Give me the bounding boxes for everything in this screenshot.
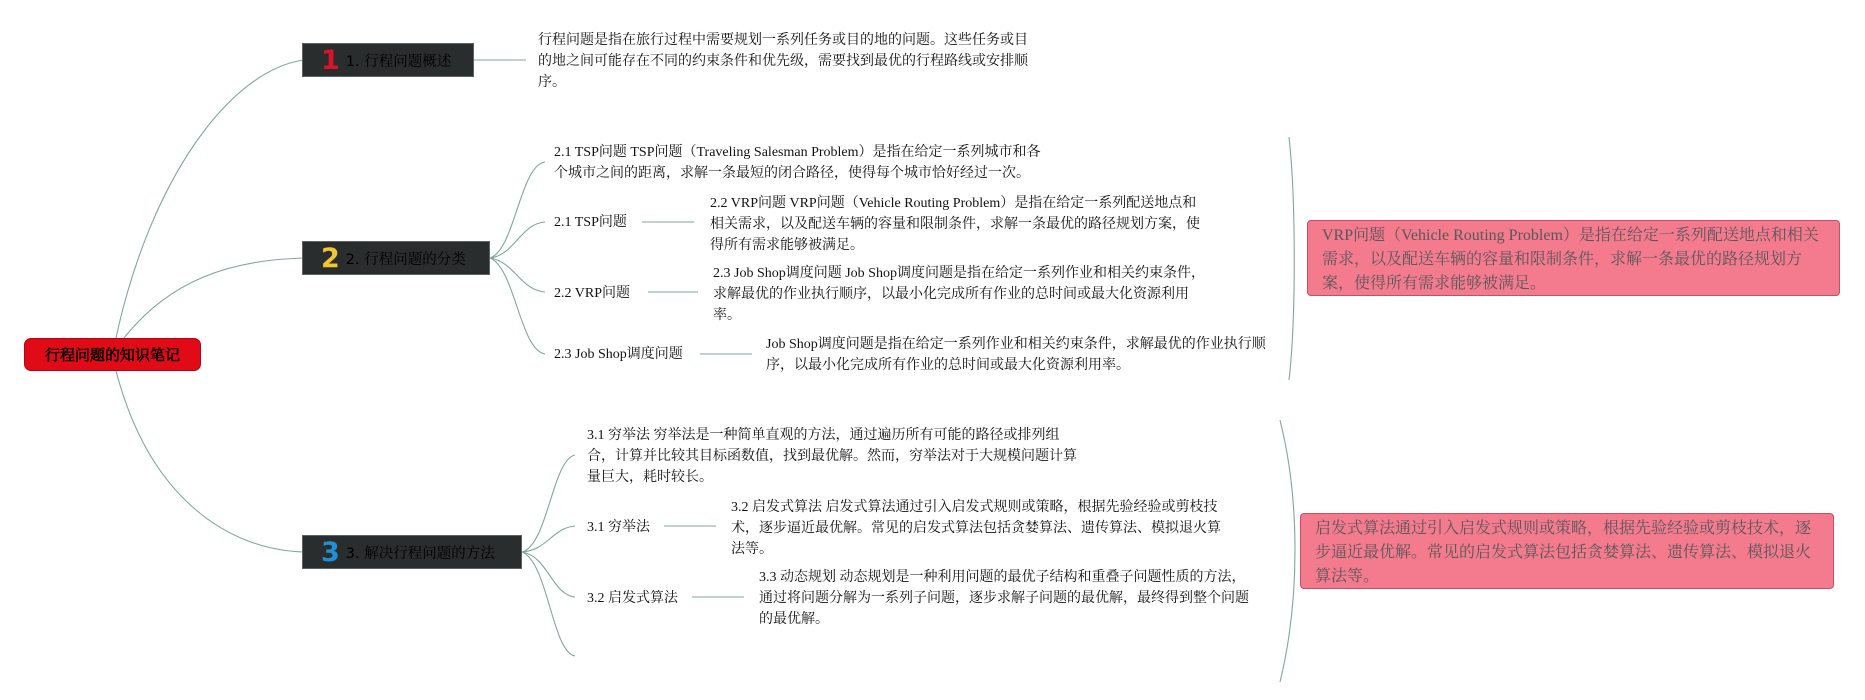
root-topic[interactable]: 行程问题的知识笔记 xyxy=(24,338,201,371)
overview-description: 行程问题是指在旅行过程中需要规划一系列任务或目的地的问题。这些任务或目的地之间可能存在不同的约束条件和优先级，需要找到最优的行程路线或安排顺序。 xyxy=(538,33,1028,90)
topic-label: 3. 解决行程问题的方法 xyxy=(345,545,495,562)
tsp-description-node[interactable]: 2.1 TSP问题 TSP问题（Traveling Salesman Problem）是指在给定一系列城市和各个城市之间的距离，求解一条最短的闭合路径，使得每个城市恰好经过一次。 xyxy=(554,145,1041,181)
topic-overview[interactable] xyxy=(302,43,474,77)
heuristic-summary-note[interactable]: 启发式算法通过引入启发式规则或策略，根据先验经验或剪枝技术，逐步逼近最优解。常见的启发式算法包括贪婪算法、遗传算法、模拟退火算法等。 xyxy=(1300,513,1834,589)
jobshop-node[interactable]: 2.3 Job Shop调度问题 xyxy=(554,347,683,362)
number-1-icon: 1 xyxy=(321,44,340,76)
tsp-node[interactable]: 2.1 TSP问题 xyxy=(554,215,627,230)
vrp-detail[interactable]: 2.2 VRP问题 VRP问题（Vehicle Routing Problem）是指在给定一系列配送地点和相关需求，以及配送车辆的容量和限制条件，求解一条最优的路径规划方案，使得所有需求能够被满足。 xyxy=(710,196,1200,253)
vrp-summary-note[interactable]: VRP问题（Vehicle Routing Problem）是指在给定一系列配送地点和相关需求，以及配送车辆的容量和限制条件，求解一条最优的路径规划方案，使得所有需求能够被满足。 xyxy=(1307,220,1840,296)
number-2-icon: 2 xyxy=(321,242,340,274)
topic-methods[interactable] xyxy=(302,535,522,569)
vrp-node[interactable]: 2.2 VRP问题 xyxy=(554,286,630,301)
heuristic-node[interactable]: 3.2 启发式算法 xyxy=(587,591,678,606)
dynamic-programming-detail[interactable]: 3.3 动态规划 动态规划是一种利用问题的最优子结构和重叠子问题性质的方法，通过将问题分解为一系列子问题，逐步求解子问题的最优解，最终得到整个问题的最优解。 xyxy=(759,570,1249,627)
jobshop-detail-2[interactable]: Job Shop调度问题是指在给定一系列作业和相关约束条件，求解最优的作业执行顺序，以最小化完成所有作业的总时间或最大化资源利用率。 xyxy=(766,337,1266,373)
exhaustive-description-node[interactable]: 3.1 穷举法 穷举法是一种简单直观的方法，通过遍历所有可能的路径或排列组合，计算并比较其目标函数值，找到最优解。然而，穷举法对于大规模问题计算量巨大，耗时较长。 xyxy=(587,428,1077,485)
heuristic-detail[interactable]: 3.2 启发式算法 启发式算法通过引入启发式规则或策略，根据先验经验或剪枝技术，逐步逼近最优解。常见的启发式算法包括贪婪算法、遗传算法、模拟退火算法等。 xyxy=(731,500,1221,557)
topic-label: 1. 行程问题概述 xyxy=(345,53,452,70)
topic-label: 2. 行程问题的分类 xyxy=(345,251,466,268)
exhaustive-node[interactable]: 3.1 穷举法 xyxy=(587,520,650,535)
jobshop-detail[interactable]: 2.3 Job Shop调度问题 Job Shop调度问题是指在给定一系列作业和相关约束条件，求解最优的作业执行顺序，以最小化完成所有作业的总时间或最大化资源利用率。 xyxy=(713,266,1205,323)
topic-classification[interactable] xyxy=(302,241,490,275)
number-3-icon: 3 xyxy=(321,536,340,568)
